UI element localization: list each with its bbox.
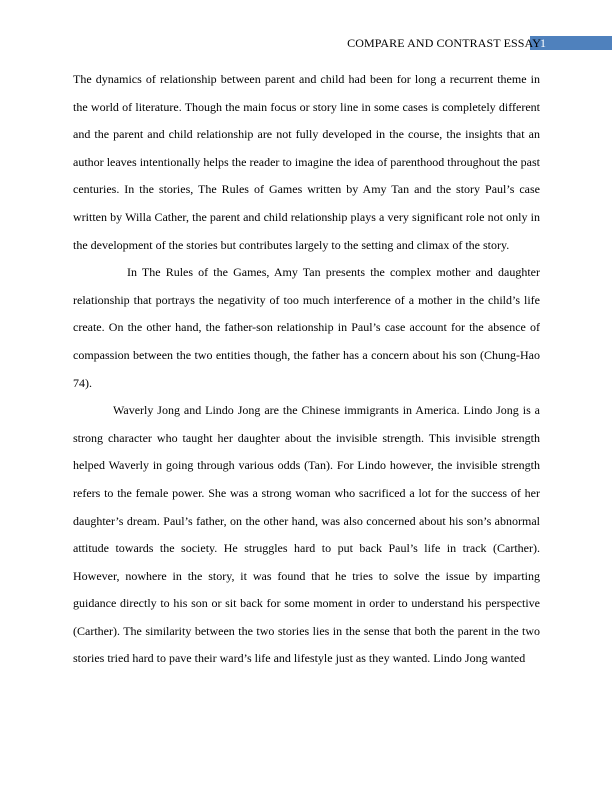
page-number: 1 (540, 36, 546, 50)
paragraph-3: Waverly Jong and Lindo Jong are the Chinese immigrants in America. Lindo Jong is a strong character who taught her daughter about the invisible strength. This invisible strength helped Waverly in going through various odds (Tan). For Lindo however, the invisible strength refers to the female power. She was a strong woman who sacrificed a lot for the success of her daughter’s dream. Paul’s father, on the other hand, was also concerned about his son’s abnormal attitude towards the society. He struggles hard to put back Paul’s life in track (Carther). However, nowhere in the story, it was found that he tries to solve the issue by imparting guidance directly to his son or sit back for some moment in order to understand his perspective (Carther). The similarity between the two stories lies in the sense that both the parent in the two stories tried hard to pave their ward’s life and lifestyle just as they wanted. Lindo Jong wanted (73, 403, 540, 666)
paragraph-1: The dynamics of relationship between parent and child had been for long a recurrent theme in the world of literature. Though the main focus or story line in some cases is completely different and the parent and child relationship are not fully developed in the course, the insights that an author leaves intentionally helps the reader to imagine the idea of parenthood throughout the past centuries. In the stories, The Rules of Games written by Amy Tan and the story Paul’s case written by Willa Cather, the parent and child relationship plays a very significant role not only in the development of the stories but contributes largely to the setting and climax of the story. (73, 72, 540, 252)
running-head: COMPARE AND CONTRAST ESSAY (347, 36, 541, 50)
essay-body (73, 66, 540, 673)
paragraph-2: In The Rules of the Games, Amy Tan presents the complex mother and daughter relationship that portrays the negativity of too much interference of a mother in the child’s life create. On the other hand, the father-son relationship in Paul’s case account for the absence of compassion between the two entities though, the father has a concern about his son (Chung-Hao 74). (73, 265, 540, 390)
